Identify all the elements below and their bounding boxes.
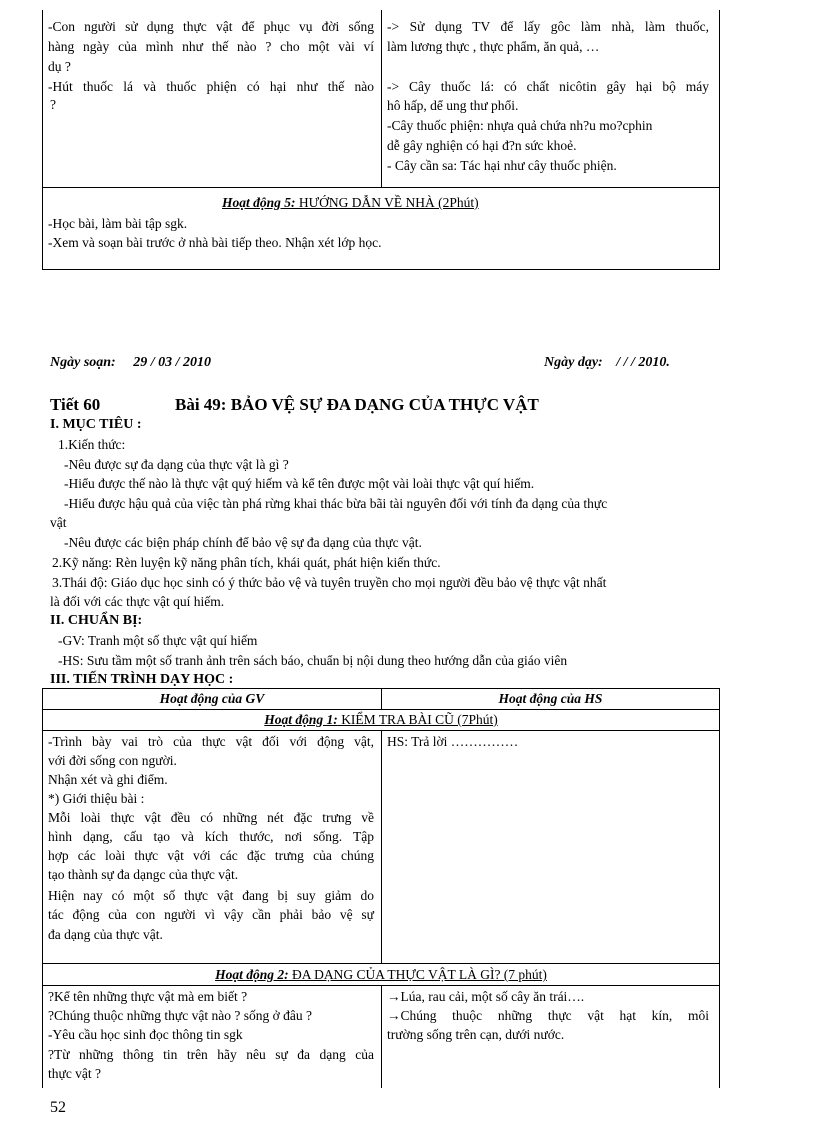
chuan-bi-hs: -HS: Sưu tầm một số tranh ảnh trên sách báo, chuẩn bị nội dung theo hướng dẫn của giáo viên	[58, 653, 568, 668]
top-right-line-2: làm lương thực , thực phẩm, ăn quả, …	[387, 39, 600, 54]
ngay-soan-value: 29 / 03 / 2010	[133, 355, 212, 370]
muc-tieu-heading: I. MỤC TIÊU :	[50, 417, 142, 432]
page-number: 52	[50, 1099, 66, 1116]
ngay-day-label: Ngày dạy:	[544, 355, 603, 370]
act2-gv-line-4: ?Từ những thông tin trên hãy nêu sự đa dạng của	[48, 1047, 374, 1062]
top-right-line-4: hô hấp, dể ung thư phổi.	[387, 98, 519, 113]
activity5-heading	[222, 194, 479, 212]
muc-tieu-item-2: -Hiểu được thế nào là thực vật quý hiếm và kể tên được một vài loài thực vật quí hiếm.	[64, 476, 535, 491]
top-table-row-divider	[42, 187, 720, 188]
ngay-day-value: / / / 2010.	[616, 355, 670, 370]
act1-gv-line-4: *) Giới thiệu bài :	[48, 791, 145, 806]
act1-gv-line-8: tạo thành sự đa dạngc của thực vật.	[48, 867, 239, 882]
act2-hs-line-3: trường sống trên cạn, dưới nước.	[387, 1027, 565, 1042]
activity2-prefix: Hoạt động 2:	[215, 967, 289, 982]
top-right-line-7: - Cây cần sa: Tác hại như cây thuốc phiện.	[387, 158, 617, 173]
activity5-title: HƯỚNG DẪN VỀ NHÀ (2Phút)	[295, 195, 479, 210]
act1-gv-line-6: hình dạng, cấu tạo và kích thước, nơi sống. Tập	[48, 829, 374, 844]
tiet-number: Tiết 60	[50, 395, 101, 414]
lesson-table-divider-3	[381, 985, 382, 1088]
top-right-line-5: -Cây thuốc phiện: nhựa quả chứa nh?u mo?cphin	[387, 118, 653, 133]
activity1-heading	[43, 711, 719, 729]
homework-line-2: -Xem và soạn bài trước ở nhà bài tiếp theo. Nhận xét lớp học.	[48, 235, 382, 250]
act1-gv-line-5: Mỗi loài thực vật đều có những nét đặc trưng về	[48, 810, 374, 825]
act1-gv-line-2: với đời sống con người.	[48, 753, 177, 768]
arrow-right-icon: →	[387, 1008, 401, 1023]
thai-do-line-2: là đối với các thực vật quí hiếm.	[50, 594, 225, 609]
act1-gv-line-3: Nhận xét và ghi điểm.	[48, 772, 168, 787]
act1-hs-answer: HS: Trả lời ……………	[387, 734, 519, 749]
lesson-title: Bài 49: BẢO VỆ SỰ ĐA DẠNG CỦA THỰC VẬT	[175, 395, 539, 414]
top-right-line-6: dễ gây nghiện có hại đ?n sức khoẻ.	[387, 138, 577, 153]
muc-tieu-item-3: -Hiểu được hậu quả của việc tàn phá rừng khai thác bừa bãi tài nguyên đối với tính đa dạng của thực	[64, 496, 608, 511]
chuan-bi-gv: -GV: Tranh một số thực vật quí hiếm	[58, 633, 258, 648]
act2-hs-text-1: Lúa, rau cải, một số cây ăn trái….	[400, 989, 585, 1004]
top-left-line-1: -Con người sử dụng thực vật để phục vụ đời sống	[48, 19, 374, 34]
muc-tieu-item-4: vật	[50, 515, 67, 530]
top-right-line-3: -> Cây thuốc lá: có chất nicôtin gây hại bộ máy	[387, 79, 709, 94]
ky-nang: 2.Kỹ năng: Rèn luyện kỹ năng phân tích, khái quát, phát hiện kiến thức.	[52, 555, 441, 570]
top-left-line-3: dụ ?	[48, 59, 71, 74]
activity2-title: ĐA DẠNG CỦA THỰC VẬT LÀ GÌ? (7 phút)	[288, 967, 547, 982]
act1-gv-line-1: -Trình bày vai trò của thực vật đối với động vật,	[48, 734, 374, 749]
homework-line-1: -Học bài, làm bài tập sgk.	[48, 216, 188, 231]
activity5-prefix: Hoạt động 5:	[222, 195, 296, 210]
muc-tieu-item-5: -Nêu được các biện pháp chính để bảo vệ sự đa dạng của thực vật.	[64, 535, 422, 550]
ngay-soan	[50, 354, 211, 372]
act2-gv-line-3: -Yêu cầu học sinh đọc thông tin sgk	[48, 1027, 243, 1042]
act1-gv-line-10: tác động của con người vì vậy cần phải bảo vệ sự	[48, 907, 374, 922]
act1-gv-line-11: đa dạng của thực vật.	[48, 927, 163, 942]
top-right-line-1: -> Sử dụng TV để lấy gôc làm nhà, làm thuốc,	[387, 19, 709, 34]
act2-gv-line-5: thực vật ?	[48, 1066, 102, 1081]
kien-thuc-label: 1.Kiến thức:	[58, 437, 126, 452]
ngay-day	[544, 354, 670, 372]
arrow-right-icon: →	[387, 989, 401, 1004]
act1-gv-line-7: hợp các loài thực vật với các đặc trưng của chúng	[48, 848, 374, 863]
thai-do-line-1: 3.Thái độ: Giáo dục học sinh có ý thức bảo vệ và tuyên truyền cho mọi người đều bảo vệ thực vật nhất	[52, 575, 607, 590]
act2-hs-line-2	[387, 1007, 709, 1025]
act2-gv-line-2: ?Chúng thuộc những thực vật nào ? sống ở đâu ?	[48, 1008, 312, 1023]
top-left-line-4: -Hút thuốc lá và thuốc phiện có hại như thế nào	[48, 79, 374, 94]
col-hs-header: Hoạt động của HS	[498, 691, 603, 706]
activity1-title: KIỂM TRA BÀI CŨ (7Phút)	[337, 712, 498, 727]
chuan-bi-heading: II. CHUẨN BỊ:	[50, 613, 143, 628]
act1-gv-line-9: Hiện nay có một số thực vật đang bị suy giảm do	[48, 888, 374, 903]
activity2-top-line	[42, 963, 720, 964]
act2-hs-line-1	[387, 988, 584, 1006]
top-table-divider	[381, 10, 382, 187]
tien-trinh-heading: III. TIẾN TRÌNH DẠY HỌC :	[50, 672, 234, 687]
top-left-line-5: ?	[50, 97, 56, 112]
muc-tieu-item-1: -Nêu được sự đa dạng của thực vật là gì ?	[64, 457, 289, 472]
lesson-table-header-line	[42, 709, 720, 710]
lesson-table-divider-2	[381, 730, 382, 963]
ngay-soan-label: Ngày soạn:	[50, 355, 116, 370]
col-gv-header: Hoạt động của GV	[159, 691, 265, 706]
activity1-prefix: Hoạt động 1:	[264, 712, 338, 727]
act2-hs-text-2: Chúng thuộc những thực vật hạt kín, môi	[400, 1008, 709, 1023]
top-left-line-2: hàng ngày của mình như thế nào ? cho một vài ví	[48, 39, 374, 54]
act2-gv-line-1: ?Kể tên những thực vật mà em biết ?	[48, 989, 248, 1004]
activity2-heading	[43, 966, 719, 984]
